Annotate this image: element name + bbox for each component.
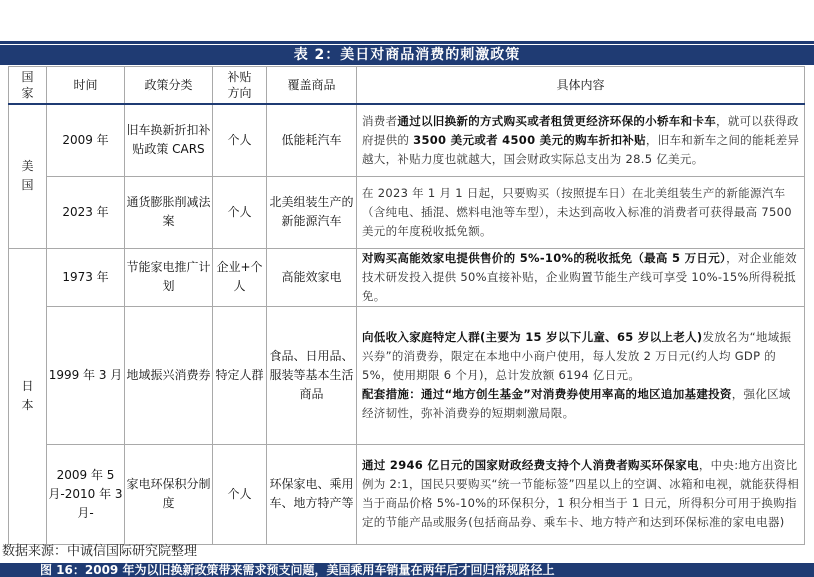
row-subsidy: 个人: [213, 104, 267, 176]
content-part: 向低收入家庭特定人群(主要为 15 岁以下儿童、65 岁以上老人): [362, 329, 703, 344]
content-part: ，旧车和新车之间的能耗差异越大，补贴力度也就越大，国会财政实际总支出为 28.5 亿美元。: [362, 132, 800, 166]
content-part: ，中央:地方出资比例为 2:1，国民只要购买“统一节能标签”四星以上的空调、冰箱和电视，就能获得相当于商品价格 5%-10%的环保积分，1 积分相当于 1 日元，所得积分可用于换购指定的节能产品或服务(包括商品券、乘车卡、地方特产和达到环保标准的家电电器): [362, 458, 800, 529]
header-country: 国家: [9, 67, 47, 105]
policy-table: [8, 66, 805, 545]
top-rule: [0, 41, 814, 44]
table-row: [9, 176, 805, 248]
table-header-row: [9, 67, 805, 105]
header-subsidy: 补贴方向: [213, 67, 267, 105]
row-policy: 节能家电推广计划: [125, 248, 213, 306]
row-goods: 高能效家电: [267, 248, 357, 306]
row-policy: 家电环保积分制度: [125, 444, 213, 544]
row-subsidy: 个人: [213, 176, 267, 248]
header-time: 时间: [47, 67, 125, 105]
table-row: [9, 306, 805, 444]
row-goods: 低能耗汽车: [267, 104, 357, 176]
content-part: 发放名为“地域振兴券”的消费券，限定在本地中小商户使用，每人发放 2 万日元(约人均 GDP 的 5%，使用期限 6 个月)，总计发放额 6194 亿日元。: [362, 329, 792, 382]
row-policy: 地域振兴消费券: [125, 306, 213, 444]
row-time: 1999 年 3 月: [47, 306, 125, 444]
next-figure-caption: 图 16：2009 年为以旧换新政策带来需求预支问题，美国乘用车销量在两年后才回归常规路径上: [0, 563, 814, 577]
row-policy: 通货膨胀削减法案: [125, 176, 213, 248]
row-goods: 食品、日用品、服装等基本生活商品: [267, 306, 357, 444]
row-goods: 环保家电、乘用车、地方特产等: [267, 444, 357, 544]
content-part: ，就可以获得政府提供的: [362, 113, 799, 147]
row-subsidy: 企业+个人: [213, 248, 267, 306]
row-time: 2023 年: [47, 176, 125, 248]
row-content: [357, 444, 805, 544]
row-time: 1973 年: [47, 248, 125, 306]
table-row: [9, 444, 805, 544]
row-content: [357, 104, 805, 176]
content-part: 配套措施：通过“地方创生基金”对消费券使用率高的地区追加基建投资: [362, 386, 732, 401]
row-content: [357, 248, 805, 306]
row-content: [357, 176, 805, 248]
row-policy: 旧车换新折扣补贴政策 CARS: [125, 104, 213, 176]
row-subsidy: 个人: [213, 444, 267, 544]
row-time: 2009 年: [47, 104, 125, 176]
content-part: ，强化区域经济韧性，弥补消费券的短期刺激局限。: [362, 386, 791, 420]
header-goods: 覆盖商品: [267, 67, 357, 105]
row-subsidy: 特定人群: [213, 306, 267, 444]
table-row: [9, 248, 805, 306]
row-content: [357, 306, 805, 444]
header-content: 具体内容: [357, 67, 805, 105]
content-part: 通过 2946 亿日元的国家财政经费支持个人消费者购买环保家电: [362, 458, 699, 472]
table-title: 表 2：美日对商品消费的刺激政策: [0, 45, 814, 65]
table-row: [9, 104, 805, 176]
row-time: 2009 年 5 月-2010 年 3 月-: [47, 444, 125, 544]
country-jp: 日本: [9, 248, 47, 544]
content-part: 对购买高能效家电提供售价的 5%-10%的税收抵免（最高 5 万日元）: [362, 250, 727, 265]
content-part: 通过以旧换新的方式购买或者租赁更经济环保的小轿车和卡车: [397, 113, 717, 128]
content-part: 消费者: [362, 113, 398, 128]
row-goods: 北美组装生产的新能源汽车: [267, 176, 357, 248]
content-part: ，对企业能效技术研发投入提供 50%直接补贴，企业购置节能生产线可享受 10%-15%所得税抵免。: [362, 250, 797, 303]
data-source: 数据来源：中诚信国际研究院整理: [2, 544, 198, 559]
content-part: 3500 美元或者 4500 美元的购车折扣补贴: [413, 132, 646, 147]
content-part: 在 2023 年 1 月 1 日起，只要购买（按照提车日）在北美组装生产的新能源汽车（含纯电、插混、燃料电池等车型），未达到高收入标准的消费者可获得最高 7500 美元的年度税收抵免额。: [362, 185, 792, 238]
header-policy: 政策分类: [125, 67, 213, 105]
country-us: 美国: [9, 104, 47, 248]
